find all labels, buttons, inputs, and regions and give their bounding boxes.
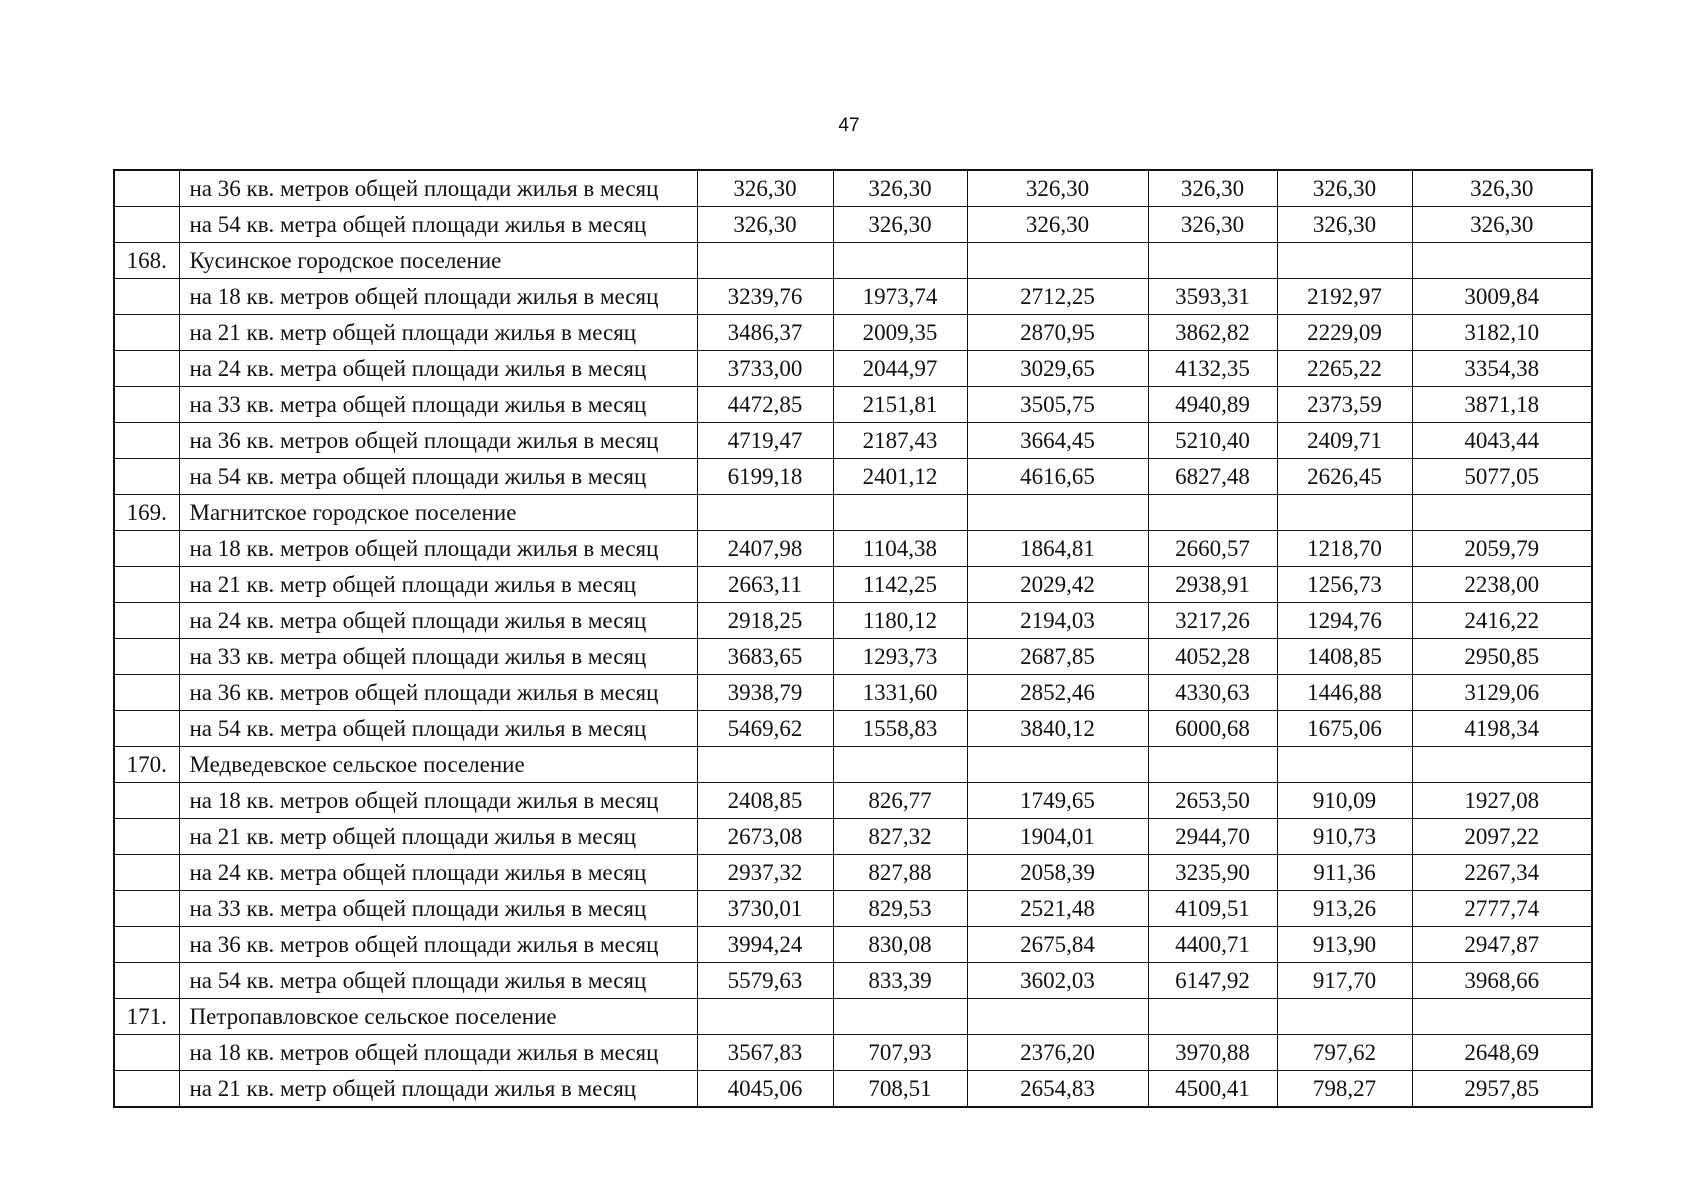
value-cell: 2521,48 — [967, 891, 1148, 927]
value-cell: 4052,28 — [1148, 639, 1277, 675]
value-cell: 3862,82 — [1148, 315, 1277, 351]
value-cell: 2870,95 — [967, 315, 1148, 351]
value-cell: 2401,12 — [833, 459, 967, 495]
table-row — [114, 423, 1592, 459]
value-cell: 3871,18 — [1412, 387, 1592, 423]
value-cell: 2044,97 — [833, 351, 967, 387]
value-cell: 2097,22 — [1412, 819, 1592, 855]
value-cell: 2238,00 — [1412, 567, 1592, 603]
value-cell — [833, 495, 967, 531]
value-cell: 3505,75 — [967, 387, 1148, 423]
value-cell: 2229,09 — [1277, 315, 1412, 351]
value-cell: 1749,65 — [967, 783, 1148, 819]
row-number-cell — [114, 459, 179, 495]
value-cell: 2852,46 — [967, 675, 1148, 711]
row-number-cell — [114, 351, 179, 387]
row-label-cell: на 54 кв. метра общей площади жилья в месяц — [179, 711, 697, 747]
value-cell: 3239,76 — [697, 279, 833, 315]
value-cell: 2663,11 — [697, 567, 833, 603]
row-number-cell — [114, 675, 179, 711]
value-cell: 2192,97 — [1277, 279, 1412, 315]
row-number-cell — [114, 963, 179, 999]
value-cell: 2267,34 — [1412, 855, 1592, 891]
value-cell: 3683,65 — [697, 639, 833, 675]
value-cell: 6827,48 — [1148, 459, 1277, 495]
value-cell: 1180,12 — [833, 603, 967, 639]
row-label-cell: на 54 кв. метра общей площади жилья в месяц — [179, 963, 697, 999]
value-cell: 2376,20 — [967, 1035, 1148, 1071]
row-number-cell — [114, 783, 179, 819]
value-cell — [1148, 999, 1277, 1035]
value-cell — [967, 495, 1148, 531]
value-cell — [1277, 999, 1412, 1035]
value-cell: 6000,68 — [1148, 711, 1277, 747]
value-cell — [1277, 747, 1412, 783]
value-cell: 913,26 — [1277, 891, 1412, 927]
row-number-cell — [114, 927, 179, 963]
table-row — [114, 963, 1592, 999]
value-cell: 4400,71 — [1148, 927, 1277, 963]
row-label-cell: на 36 кв. метров общей площади жилья в месяц — [179, 675, 697, 711]
value-cell: 2660,57 — [1148, 531, 1277, 567]
value-cell: 3994,24 — [697, 927, 833, 963]
value-cell: 326,30 — [1148, 207, 1277, 243]
value-cell: 6199,18 — [697, 459, 833, 495]
value-cell: 798,27 — [1277, 1071, 1412, 1108]
value-cell: 3354,38 — [1412, 351, 1592, 387]
value-cell: 833,39 — [833, 963, 967, 999]
value-cell: 3009,84 — [1412, 279, 1592, 315]
value-cell — [1148, 495, 1277, 531]
value-cell: 3938,79 — [697, 675, 833, 711]
row-label-cell: на 21 кв. метр общей площади жилья в месяц — [179, 1071, 697, 1108]
value-cell: 1331,60 — [833, 675, 967, 711]
value-cell — [833, 999, 967, 1035]
table-row — [114, 927, 1592, 963]
value-cell — [1412, 243, 1592, 279]
value-cell — [697, 747, 833, 783]
value-cell — [1277, 243, 1412, 279]
value-cell: 1558,83 — [833, 711, 967, 747]
table-row — [114, 207, 1592, 243]
value-cell: 2673,08 — [697, 819, 833, 855]
value-cell: 2059,79 — [1412, 531, 1592, 567]
value-cell: 826,77 — [833, 783, 967, 819]
table-row — [114, 1071, 1592, 1108]
value-cell: 5469,62 — [697, 711, 833, 747]
value-cell: 2648,69 — [1412, 1035, 1592, 1071]
value-cell — [697, 495, 833, 531]
value-cell — [967, 243, 1148, 279]
value-cell: 3840,12 — [967, 711, 1148, 747]
value-cell: 326,30 — [697, 170, 833, 207]
row-label-cell: на 33 кв. метра общей площади жилья в месяц — [179, 639, 697, 675]
value-cell: 917,70 — [1277, 963, 1412, 999]
table-row-section — [114, 243, 1592, 279]
table-row — [114, 783, 1592, 819]
row-number-cell — [114, 423, 179, 459]
value-cell: 3602,03 — [967, 963, 1148, 999]
value-cell: 827,32 — [833, 819, 967, 855]
row-number-cell — [114, 891, 179, 927]
table-row-section — [114, 495, 1592, 531]
value-cell: 5077,05 — [1412, 459, 1592, 495]
value-cell: 4109,51 — [1148, 891, 1277, 927]
value-cell: 3733,00 — [697, 351, 833, 387]
value-cell: 2675,84 — [967, 927, 1148, 963]
value-cell: 2957,85 — [1412, 1071, 1592, 1108]
row-label-cell: Петропавловское сельское поселение — [179, 999, 697, 1035]
value-cell: 2687,85 — [967, 639, 1148, 675]
row-label-cell: на 18 кв. метров общей площади жилья в месяц — [179, 1035, 697, 1071]
row-number-cell: 168. — [114, 243, 179, 279]
value-cell: 910,73 — [1277, 819, 1412, 855]
value-cell: 3486,37 — [697, 315, 833, 351]
value-cell: 3593,31 — [1148, 279, 1277, 315]
row-label-cell: на 36 кв. метров общей площади жилья в месяц — [179, 927, 697, 963]
table-row — [114, 351, 1592, 387]
value-cell: 1294,76 — [1277, 603, 1412, 639]
row-label-cell: Медведевское сельское поселение — [179, 747, 697, 783]
value-cell: 2626,45 — [1277, 459, 1412, 495]
table-row-section — [114, 999, 1592, 1035]
row-number-cell: 170. — [114, 747, 179, 783]
value-cell: 326,30 — [1277, 207, 1412, 243]
table-row — [114, 315, 1592, 351]
value-cell: 3217,26 — [1148, 603, 1277, 639]
row-label-cell: на 21 кв. метр общей площади жилья в месяц — [179, 567, 697, 603]
value-cell: 2653,50 — [1148, 783, 1277, 819]
value-cell: 2187,43 — [833, 423, 967, 459]
value-cell: 1904,01 — [967, 819, 1148, 855]
value-cell: 4719,47 — [697, 423, 833, 459]
value-cell: 2265,22 — [1277, 351, 1412, 387]
table-row — [114, 279, 1592, 315]
table-row — [114, 711, 1592, 747]
value-cell: 326,30 — [1277, 170, 1412, 207]
row-label-cell: на 36 кв. метров общей площади жилья в месяц — [179, 170, 697, 207]
value-cell: 4198,34 — [1412, 711, 1592, 747]
value-cell: 1104,38 — [833, 531, 967, 567]
value-cell — [833, 243, 967, 279]
table-row-section — [114, 747, 1592, 783]
value-cell: 2408,85 — [697, 783, 833, 819]
row-number-cell — [114, 207, 179, 243]
row-label-cell: на 54 кв. метра общей площади жилья в месяц — [179, 207, 697, 243]
table-body — [114, 170, 1592, 1107]
value-cell — [1412, 999, 1592, 1035]
table-row — [114, 1035, 1592, 1071]
value-cell: 5579,63 — [697, 963, 833, 999]
value-cell: 707,93 — [833, 1035, 967, 1071]
value-cell: 830,08 — [833, 927, 967, 963]
value-cell — [697, 999, 833, 1035]
row-label-cell: на 24 кв. метра общей площади жилья в месяц — [179, 351, 697, 387]
row-number-cell: 171. — [114, 999, 179, 1035]
table-row — [114, 639, 1592, 675]
value-cell: 4616,65 — [967, 459, 1148, 495]
value-cell: 1864,81 — [967, 531, 1148, 567]
value-cell: 1927,08 — [1412, 783, 1592, 819]
value-cell: 1675,06 — [1277, 711, 1412, 747]
value-cell: 708,51 — [833, 1071, 967, 1108]
value-cell — [1277, 495, 1412, 531]
value-cell: 2058,39 — [967, 855, 1148, 891]
row-label-cell: на 24 кв. метра общей площади жилья в месяц — [179, 603, 697, 639]
row-number-cell — [114, 531, 179, 567]
table-row — [114, 675, 1592, 711]
value-cell: 2416,22 — [1412, 603, 1592, 639]
value-cell: 2944,70 — [1148, 819, 1277, 855]
row-number-cell — [114, 279, 179, 315]
row-label-cell: на 18 кв. метров общей площади жилья в месяц — [179, 783, 697, 819]
row-number-cell — [114, 1035, 179, 1071]
value-cell: 3968,66 — [1412, 963, 1592, 999]
row-number-cell — [114, 387, 179, 423]
value-cell — [1148, 747, 1277, 783]
value-cell: 2409,71 — [1277, 423, 1412, 459]
value-cell: 326,30 — [1148, 170, 1277, 207]
value-cell: 6147,92 — [1148, 963, 1277, 999]
table-row — [114, 170, 1592, 207]
value-cell: 2151,81 — [833, 387, 967, 423]
value-cell: 1973,74 — [833, 279, 967, 315]
table-row — [114, 567, 1592, 603]
row-label-cell: на 24 кв. метра общей площади жилья в месяц — [179, 855, 697, 891]
value-cell: 326,30 — [697, 207, 833, 243]
value-cell: 326,30 — [967, 207, 1148, 243]
value-cell: 4043,44 — [1412, 423, 1592, 459]
row-label-cell: на 21 кв. метр общей площади жилья в месяц — [179, 315, 697, 351]
value-cell: 2938,91 — [1148, 567, 1277, 603]
value-cell: 3730,01 — [697, 891, 833, 927]
value-cell — [967, 999, 1148, 1035]
value-cell: 1142,25 — [833, 567, 967, 603]
table-row — [114, 603, 1592, 639]
value-cell: 3235,90 — [1148, 855, 1277, 891]
value-cell: 827,88 — [833, 855, 967, 891]
value-cell: 4940,89 — [1148, 387, 1277, 423]
table-row — [114, 459, 1592, 495]
value-cell: 1256,73 — [1277, 567, 1412, 603]
row-number-cell — [114, 639, 179, 675]
value-cell: 3664,45 — [967, 423, 1148, 459]
row-number-cell — [114, 855, 179, 891]
value-cell: 326,30 — [967, 170, 1148, 207]
value-cell: 2947,87 — [1412, 927, 1592, 963]
table-row — [114, 387, 1592, 423]
value-cell — [1412, 747, 1592, 783]
row-number-cell — [114, 567, 179, 603]
value-cell: 1408,85 — [1277, 639, 1412, 675]
value-cell: 1293,73 — [833, 639, 967, 675]
value-cell: 2009,35 — [833, 315, 967, 351]
row-label-cell: на 33 кв. метра общей площади жилья в месяц — [179, 891, 697, 927]
tariff-table — [113, 169, 1593, 1108]
value-cell — [833, 747, 967, 783]
row-label-cell: на 18 кв. метров общей площади жилья в месяц — [179, 531, 697, 567]
value-cell: 3182,10 — [1412, 315, 1592, 351]
row-label-cell: Кусинское городское поселение — [179, 243, 697, 279]
value-cell: 2950,85 — [1412, 639, 1592, 675]
value-cell: 5210,40 — [1148, 423, 1277, 459]
value-cell: 913,90 — [1277, 927, 1412, 963]
value-cell: 3567,83 — [697, 1035, 833, 1071]
value-cell: 2918,25 — [697, 603, 833, 639]
row-number-cell — [114, 711, 179, 747]
table-row — [114, 819, 1592, 855]
row-label-cell: на 21 кв. метр общей площади жилья в месяц — [179, 819, 697, 855]
value-cell: 1218,70 — [1277, 531, 1412, 567]
value-cell: 326,30 — [1412, 170, 1592, 207]
row-label-cell: на 54 кв. метра общей площади жилья в месяц — [179, 459, 697, 495]
page-number: 47 — [838, 115, 860, 136]
value-cell: 4045,06 — [697, 1071, 833, 1108]
value-cell: 2777,74 — [1412, 891, 1592, 927]
value-cell: 2654,83 — [967, 1071, 1148, 1108]
row-number-cell — [114, 1071, 179, 1108]
row-number-cell: 169. — [114, 495, 179, 531]
row-number-cell — [114, 315, 179, 351]
value-cell: 4472,85 — [697, 387, 833, 423]
value-cell: 2712,25 — [967, 279, 1148, 315]
value-cell: 910,09 — [1277, 783, 1412, 819]
value-cell: 2937,32 — [697, 855, 833, 891]
value-cell: 326,30 — [1412, 207, 1592, 243]
value-cell: 4132,35 — [1148, 351, 1277, 387]
value-cell: 3029,65 — [967, 351, 1148, 387]
table-row — [114, 531, 1592, 567]
value-cell: 2373,59 — [1277, 387, 1412, 423]
value-cell: 4500,41 — [1148, 1071, 1277, 1108]
value-cell: 3129,06 — [1412, 675, 1592, 711]
row-label-cell: на 18 кв. метров общей площади жилья в месяц — [179, 279, 697, 315]
value-cell: 1446,88 — [1277, 675, 1412, 711]
value-cell: 911,36 — [1277, 855, 1412, 891]
table-row — [114, 855, 1592, 891]
row-number-cell — [114, 819, 179, 855]
value-cell — [967, 747, 1148, 783]
table-row — [114, 891, 1592, 927]
value-cell: 2194,03 — [967, 603, 1148, 639]
value-cell: 326,30 — [833, 170, 967, 207]
row-number-cell — [114, 603, 179, 639]
value-cell: 326,30 — [833, 207, 967, 243]
row-label-cell: на 36 кв. метров общей площади жилья в месяц — [179, 423, 697, 459]
value-cell: 797,62 — [1277, 1035, 1412, 1071]
value-cell — [1148, 243, 1277, 279]
value-cell: 829,53 — [833, 891, 967, 927]
row-label-cell: на 33 кв. метра общей площади жилья в месяц — [179, 387, 697, 423]
value-cell — [1412, 495, 1592, 531]
value-cell — [697, 243, 833, 279]
row-label-cell: Магнитское городское поселение — [179, 495, 697, 531]
value-cell: 4330,63 — [1148, 675, 1277, 711]
value-cell: 2029,42 — [967, 567, 1148, 603]
row-number-cell — [114, 170, 179, 207]
value-cell: 3970,88 — [1148, 1035, 1277, 1071]
value-cell: 2407,98 — [697, 531, 833, 567]
